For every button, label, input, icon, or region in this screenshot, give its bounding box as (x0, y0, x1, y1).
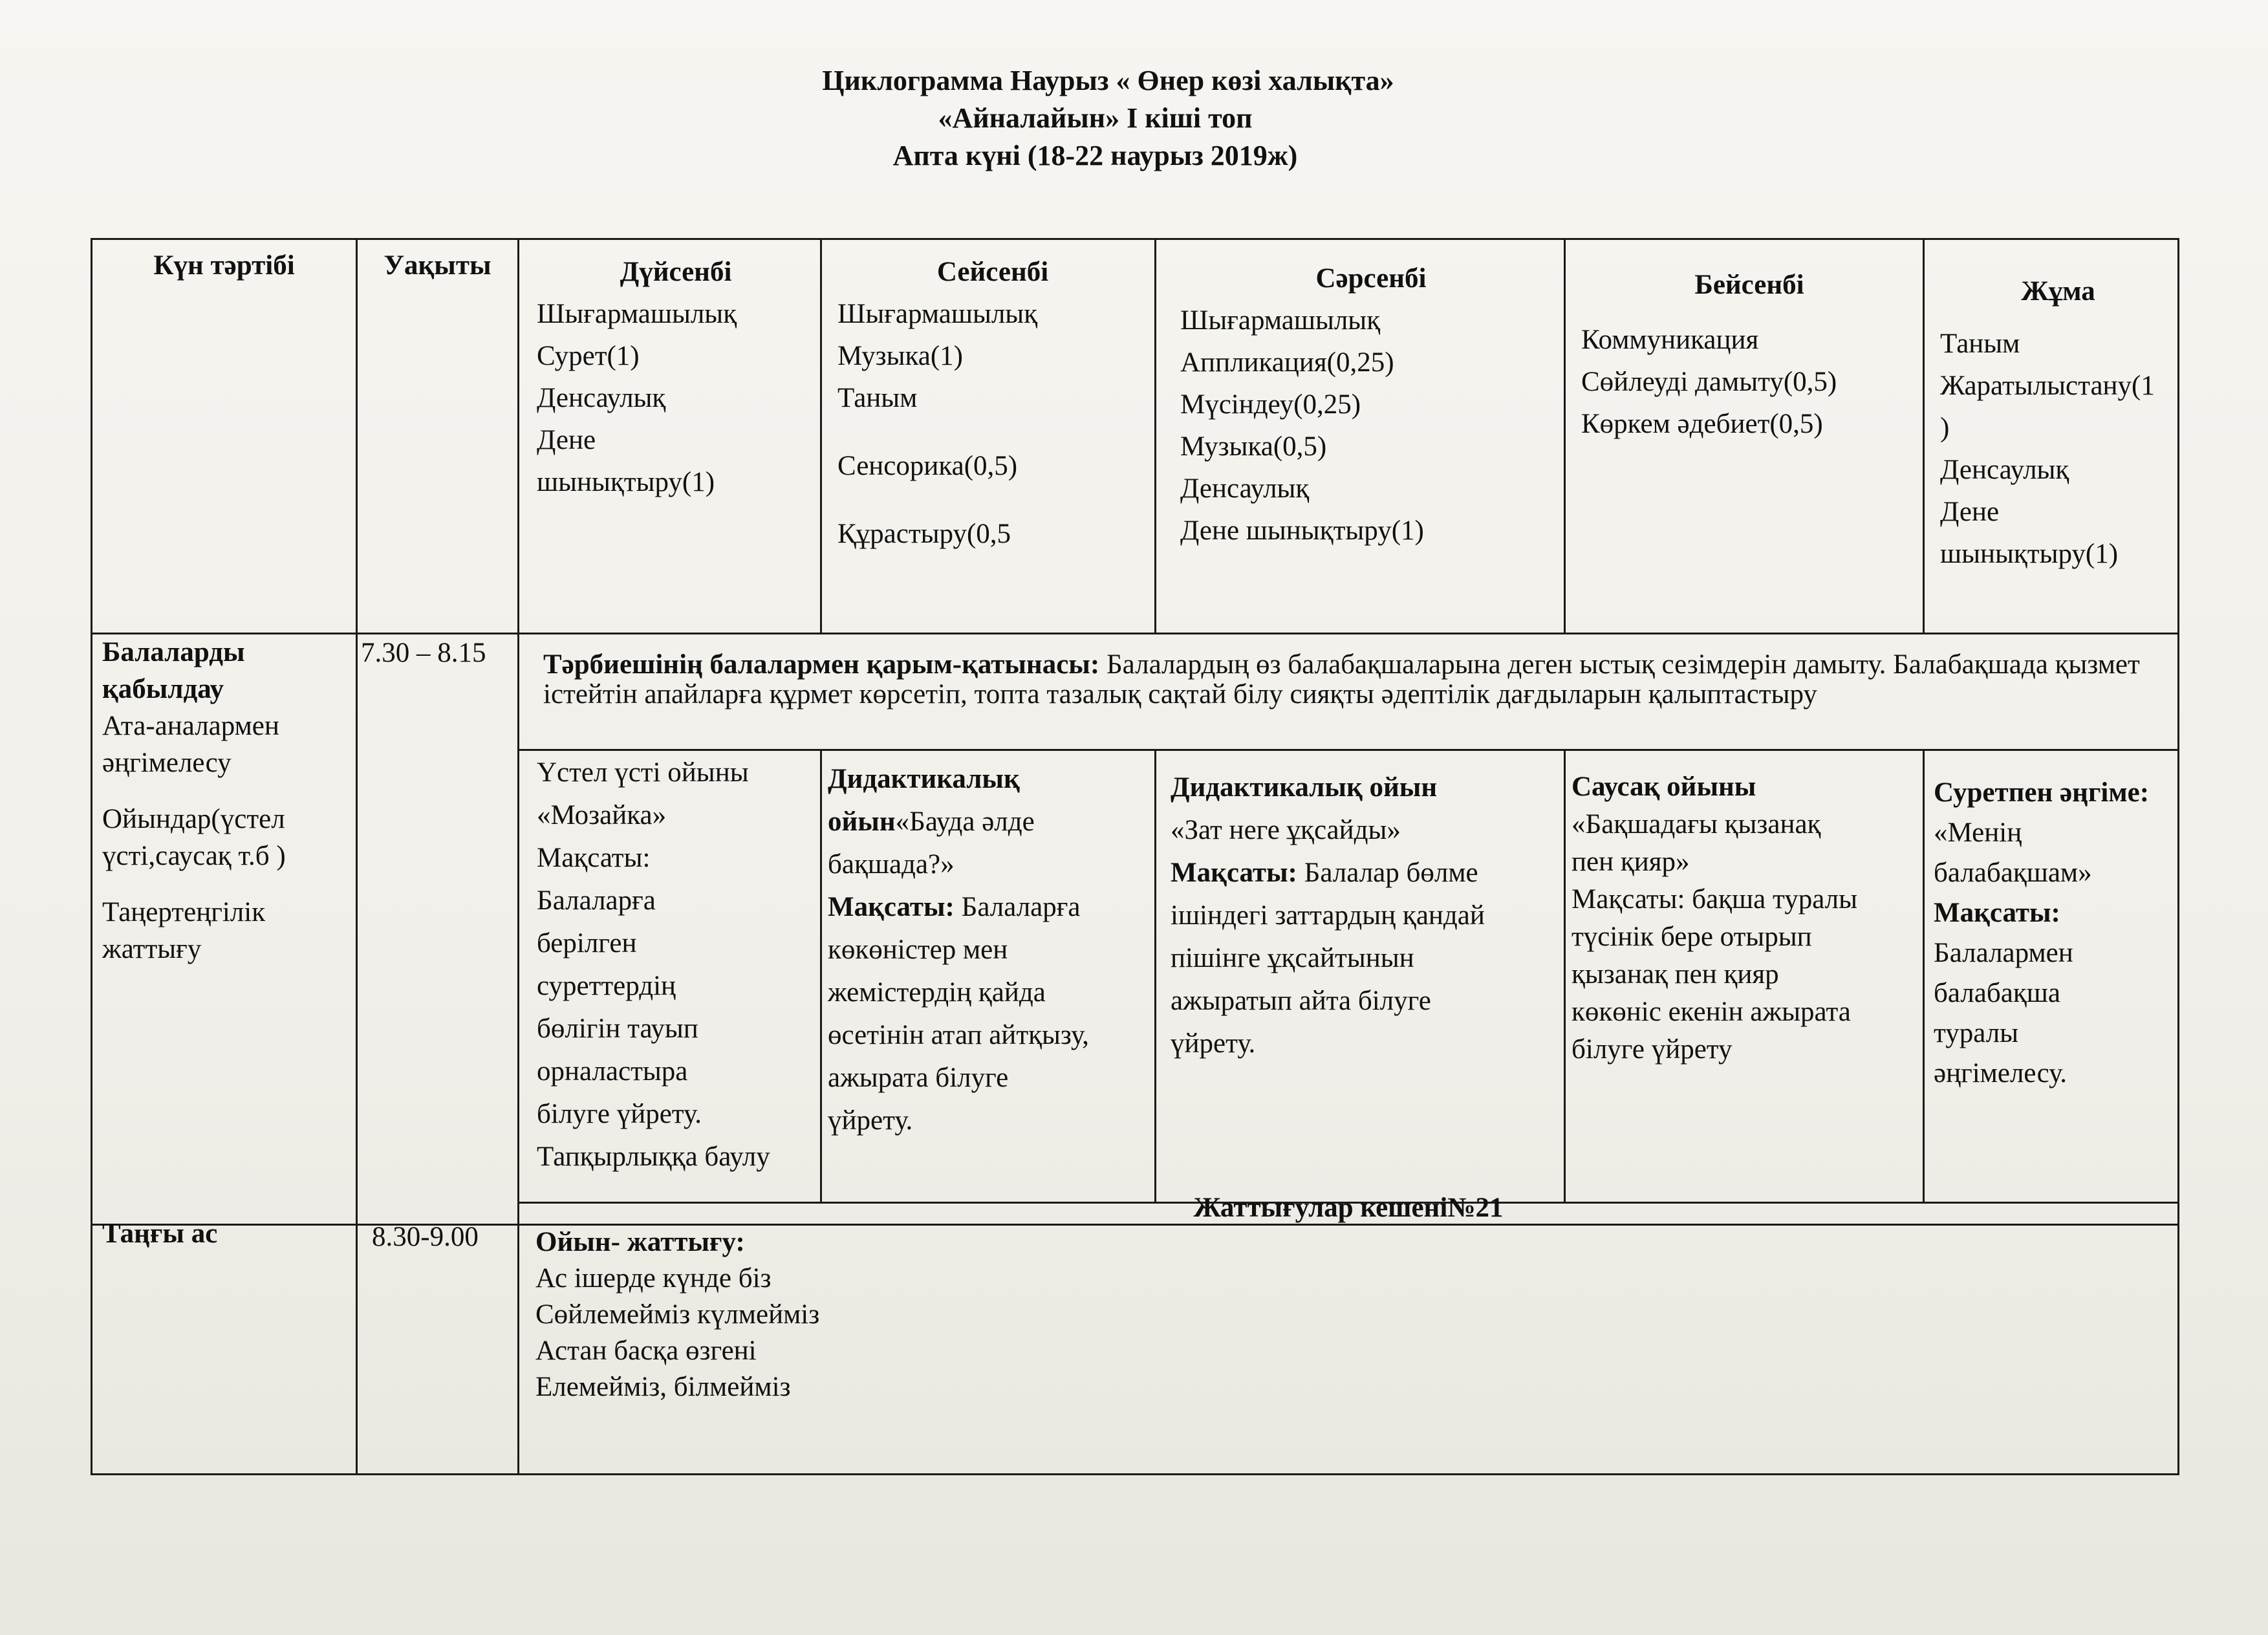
subject-line: шынықтыру(1) (1940, 539, 2119, 569)
subject-line: Музыка(1) (837, 341, 964, 371)
activity-line: орналастыра (537, 1056, 688, 1087)
goal-line: үйрету. (1171, 1028, 1256, 1059)
header-title: Циклограмма Наурыз « Өнер көзі халықта» (822, 65, 1394, 96)
col-divider (820, 749, 822, 1203)
activity-type: Дидактикалық (828, 764, 1020, 794)
goal-line: жемістердің қайда (828, 977, 1046, 1008)
col-divider (1154, 749, 1156, 1203)
table-border-left (91, 238, 92, 1475)
activity-type: ойын (828, 807, 896, 837)
activity-title: «Зат неге ұқсайды» (1171, 815, 1401, 845)
col-divider (1564, 238, 1566, 634)
goal-line: ажыратып айта білуге (1171, 986, 1431, 1016)
goal-label: Мақсаты: (1934, 898, 2060, 928)
poem-line: Ас ішерде күнде біз (535, 1263, 772, 1294)
breakfast-game (535, 1224, 1182, 1405)
goal-line: үйрету. (828, 1105, 913, 1136)
poem-line: Астан басқа өзгені (535, 1336, 757, 1366)
subject-line: Таным (837, 383, 918, 413)
routine-line (102, 874, 354, 894)
subject-line: Құрастыру(0,5 (837, 519, 1011, 549)
exercise-complex: Жаттығулар кешені№21 (1193, 1193, 1504, 1223)
routine-line: үсті,саусақ т.б ) (102, 841, 286, 871)
subject-line: Денсаулық (537, 383, 666, 413)
subject-line: Шығармашылық (1180, 305, 1381, 336)
day-thursday (1581, 264, 1917, 445)
subject-line (837, 419, 1148, 445)
day-monday (537, 251, 815, 503)
activity-line: «Бақшадағы қызанақ (1571, 809, 1821, 839)
goal-line: Балалармен (1934, 938, 2073, 968)
teacher-communication (543, 650, 2176, 709)
subject-line: Денсаулық (1180, 473, 1310, 504)
activity-line: берілген (537, 928, 637, 958)
routine-line: Ойындар(үстел (102, 804, 285, 834)
row-divider (517, 749, 2179, 751)
col-divider (1564, 749, 1566, 1203)
goal-line: Балаларға (954, 892, 1081, 922)
activity-thursday (1571, 768, 1921, 1068)
day-thursday-name: Бейсенбі (1694, 270, 1804, 300)
goal-line: туралы (1934, 1018, 2019, 1048)
time-reception: 7.30 – 8.15 (361, 638, 486, 668)
col-divider (1923, 749, 1925, 1203)
game-label: Ойын- жаттығу: (535, 1227, 745, 1257)
routine-line: Ата-аналармен (102, 711, 279, 741)
activity-type: Саусақ ойыны (1571, 772, 1756, 802)
day-monday-name: Дүйсенбі (620, 257, 732, 287)
day-wednesday-name: Сәрсенбі (1315, 263, 1427, 294)
activity-type: Суретпен әңгіме: (1934, 777, 2150, 808)
routine-line: Таңертеңгілік (102, 897, 266, 927)
activity-monday (537, 752, 818, 1178)
day-wednesday (1180, 257, 1562, 552)
table-border-top (91, 238, 2179, 240)
subject-line: Музыка(0,5) (1180, 431, 1327, 462)
goal-line: ажырата білуге (828, 1063, 1009, 1093)
subject-line: ) (1940, 413, 1950, 443)
activity-line: түсінік бере отырып (1571, 922, 1812, 952)
activity-tuesday (828, 758, 1151, 1142)
subject-line: Дене (537, 425, 596, 455)
subject-line: Мүсіндеу(0,25) (1180, 389, 1361, 420)
activity-line: «Мозайка» (537, 800, 667, 830)
routine-line (102, 781, 354, 801)
activity-line: Балаларға (537, 885, 656, 916)
activity-title: бақшада?» (828, 849, 955, 880)
activity-line: білуге үйрету (1571, 1034, 1733, 1065)
header-routine: Күн тәртібі (153, 250, 295, 281)
day-tuesday-name: Сейсенбі (936, 257, 1049, 287)
day-friday-name: Жұма (2021, 276, 2095, 307)
routine-reception (102, 634, 354, 968)
subject-line: Денсаулық (1940, 455, 2069, 485)
header-dates: Апта күні (18-22 наурыз 2019ж) (892, 140, 1298, 171)
teacher-communication-text: Балалардың өз балабақшаларына деген ыстық сезімдерін дамыту. Балабақшада қызмет істейтін апайларға құрмет көрсетіп, топта тазалық сақтай білу сияқты әдептілік дағдыларын қалыптастыру (543, 649, 2140, 709)
goal-line: ішіндегі заттардың қандай (1171, 900, 1485, 931)
teacher-communication-label: Тәрбиешінің балалармен қарым-қатынасы: (543, 649, 1100, 680)
col-divider (356, 238, 358, 1475)
subject-line: Шығармашылық (837, 299, 1038, 329)
routine-line: әңгімелесу (102, 748, 232, 778)
col-divider (1923, 238, 1925, 634)
activity-line: көкөніс екенін ажырата (1571, 997, 1851, 1027)
activity-line: Мақсаты: (537, 843, 651, 873)
subject-line: Дене (1940, 497, 2000, 527)
header-group: «Айналайын» І кіші топ (938, 102, 1253, 134)
subject-line: Таным (1940, 329, 2020, 359)
goal-line: көкөністер мен (828, 935, 1008, 965)
subject-line: Көркем әдебиет(0,5) (1581, 409, 1823, 439)
subject-line: Сенсорика(0,5) (837, 451, 1018, 481)
activity-line: бөлігін тауып (537, 1013, 698, 1044)
subject-line (1581, 306, 1917, 319)
goal-label: Мақсаты: (1171, 858, 1297, 888)
activity-line: білуге үйрету. (537, 1099, 702, 1129)
document-header (0, 62, 2268, 175)
activity-line: «Менің (1934, 817, 2022, 848)
subject-line: Сурет(1) (537, 341, 640, 371)
subject-line (837, 487, 1148, 513)
header-time: Уақыты (383, 250, 491, 281)
activity-line: Тапқырлыққа баулу (537, 1142, 770, 1172)
subject-line: Жаратылыстану(1 (1940, 371, 2155, 401)
goal-line: өсетінін атап айтқызу, (828, 1020, 1089, 1050)
activity-line: қызанақ пен қияр (1571, 959, 1779, 990)
table-border-right (2177, 238, 2179, 1475)
col-divider (820, 238, 822, 634)
routine-title: Балаларды (102, 637, 245, 667)
subject-line: шынықтыру(1) (537, 467, 715, 497)
subject-line: Дене шынықтыру(1) (1180, 515, 1424, 546)
col-divider (517, 238, 519, 1475)
activity-line: балабақшам» (1934, 858, 2092, 888)
routine-line: жаттығу (102, 934, 202, 964)
activity-title: «Бауда әлде (895, 807, 1035, 837)
day-friday (1940, 270, 2176, 575)
subject-line: Аппликация(0,25) (1180, 347, 1394, 378)
table-border-bottom (91, 1473, 2179, 1475)
activity-type: Дидактикалық ойын (1171, 772, 1438, 803)
goal-line: пішінге ұқсайтынын (1171, 943, 1414, 973)
subject-line: Коммуникация (1581, 325, 1759, 355)
activity-friday (1934, 773, 2176, 1094)
poem-line: Елемейміз, білмейміз (535, 1372, 791, 1402)
goal-line: Балалар бөлме (1297, 858, 1478, 888)
activity-line: пен қияр» (1571, 847, 1690, 877)
subject-line: Шығармашылық (537, 299, 737, 329)
day-tuesday (837, 251, 1148, 555)
routine-title: қабылдау (102, 674, 224, 704)
poem-line: Сөйлемейміз күлмейміз (535, 1299, 820, 1330)
goal-line: балабақша (1934, 978, 2060, 1008)
activity-line: Мақсаты: бақша туралы (1571, 884, 1858, 915)
activity-wednesday (1171, 766, 1562, 1065)
col-divider (1154, 238, 1156, 634)
time-breakfast: 8.30-9.00 (372, 1222, 479, 1252)
activity-line: суреттердің (537, 971, 676, 1001)
goal-line: әңгімелесу. (1934, 1058, 2068, 1088)
activity-line: Үстел үсті ойыны (537, 757, 749, 788)
subject-line: Сөйлеуді дамыту(0,5) (1581, 367, 1837, 397)
goal-label: Мақсаты: (828, 892, 955, 922)
routine-breakfast: Таңғы ас (102, 1218, 218, 1249)
